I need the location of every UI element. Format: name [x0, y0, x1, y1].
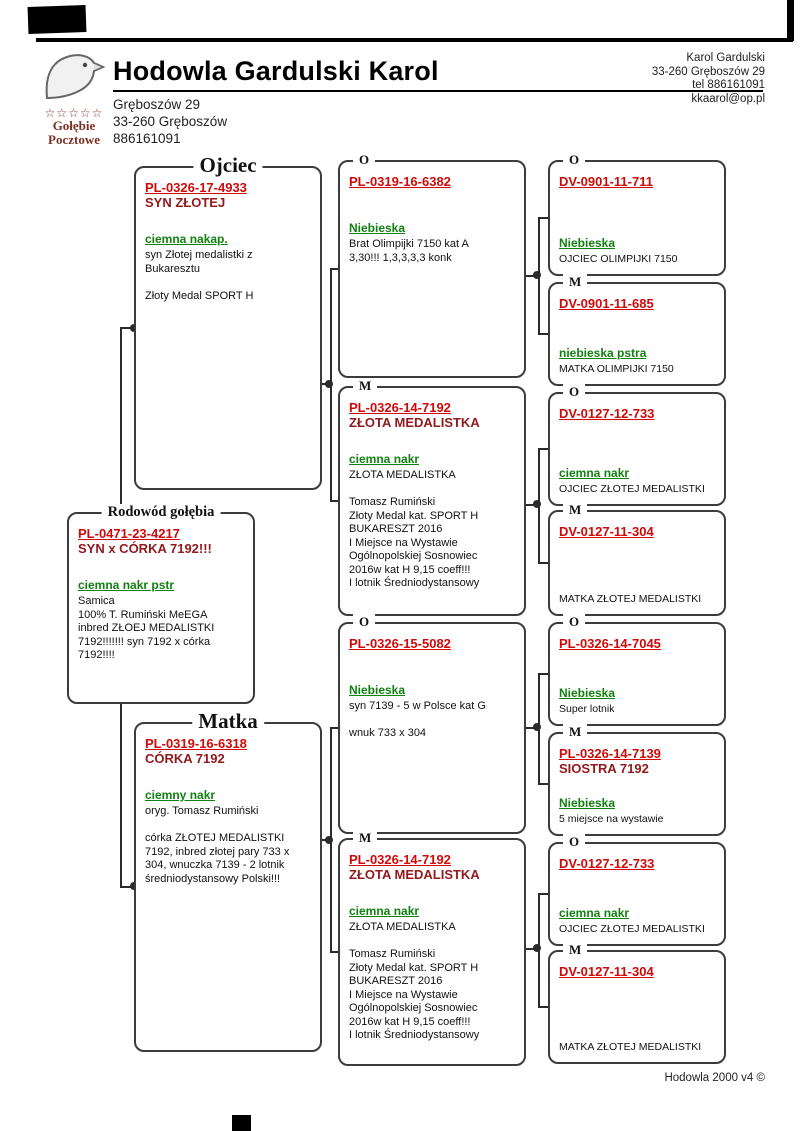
sex-label: M	[353, 830, 377, 846]
description: MATKA OLIMPIJKI 7150	[559, 363, 674, 375]
box-label: Rodowód gołębia	[102, 504, 221, 521]
text-line: 100% T. Rumiński MeEGA	[78, 608, 208, 621]
subject-box	[67, 504, 255, 704]
text-line: 2016w kat H 9,15 coeff!!!	[349, 563, 471, 576]
text-line	[145, 819, 311, 833]
text-line: 886161091	[113, 131, 181, 146]
text-line	[349, 483, 515, 497]
text-line: syn Złotej medalistki z	[145, 249, 253, 261]
pigeon-name: SYN ZŁOTEJ	[145, 195, 226, 210]
ring-number: PL-0326-14-7045	[559, 636, 661, 651]
loft-logo	[34, 50, 114, 147]
ring-number: PL-0326-14-7139	[559, 746, 661, 761]
great-grandparent-box	[548, 502, 726, 616]
text-line: I Miejsce na Wystawie	[349, 536, 458, 549]
description: Super lotnik	[559, 703, 615, 715]
text-line: BUKARESZT 2016	[349, 975, 443, 987]
great-grandparent-box	[548, 724, 726, 836]
ring-number: PL-0326-17-4933	[145, 180, 247, 195]
text-line: 2016w kat H 9,15 coeff!!!	[349, 1015, 471, 1028]
connector-node	[533, 944, 541, 952]
text-line: I Miejsce na Wystawie	[349, 988, 458, 1001]
description-lines	[349, 238, 515, 265]
text-line: BUKARESZT 2016	[349, 523, 443, 535]
text-line: 33-260 Gręboszów	[113, 114, 228, 129]
scan-line-top	[36, 38, 793, 42]
text-line: ZŁOTA MEDALISTKA	[349, 469, 456, 481]
pigeon-name: ZŁOTA MEDALISTKA	[349, 415, 480, 430]
ring-number: DV-0127-12-733	[559, 856, 655, 871]
spacer	[559, 189, 715, 236]
description-lines	[78, 595, 244, 663]
text-line: 7192, inbred złotej pary 733 x	[145, 845, 290, 858]
text-line: I lotnik Średniodystansowy	[349, 577, 480, 589]
sex-label: M	[563, 724, 587, 740]
description-lines	[145, 805, 311, 886]
spacer	[559, 311, 715, 346]
color-description: Niebieska	[559, 236, 616, 250]
ring-number: PL-0319-16-6318	[145, 736, 247, 751]
text-line	[145, 276, 311, 290]
text-line: córka ZŁOTEJ MEDALISTKI	[145, 832, 285, 844]
sex-label: M	[563, 274, 587, 290]
text-line: ZŁOTA MEDALISTKA	[349, 921, 456, 933]
text-line: inbred ZŁOEJ MEDALISTKI	[78, 622, 215, 634]
connector-node	[325, 380, 333, 388]
software-credit: Hodowla 2000 v4 ©	[664, 1072, 765, 1084]
color-description: ciemna nakr	[559, 906, 630, 920]
text-line: tel 886161091	[692, 79, 765, 91]
box-label: Ojciec	[193, 153, 262, 178]
color-description: Niebieska	[349, 221, 406, 235]
text-line: Karol Gardulski	[686, 52, 765, 64]
ring-number: PL-0326-14-7192	[349, 852, 451, 867]
color-description: ciemna nakr	[559, 466, 630, 480]
text-line	[349, 714, 515, 728]
logo-text-line2: Pocztowe	[48, 132, 100, 147]
text-line: kkaarol@op.pl	[691, 92, 765, 105]
pigeon-name: ZŁOTA MEDALISTKA	[349, 867, 480, 882]
text-line: I lotnik Średniodystansowy	[349, 1029, 480, 1041]
great-grandparent-box	[548, 384, 726, 506]
color-description: ciemny nakr	[145, 788, 216, 802]
description: MATKA ZŁOTEJ MEDALISTKI	[559, 593, 702, 605]
ring-number: DV-0901-11-685	[559, 296, 654, 311]
ring-number: PL-0326-15-5082	[349, 636, 451, 651]
spacer	[559, 539, 715, 590]
spacer	[559, 871, 715, 906]
sex-label: M	[563, 502, 587, 518]
text-line: 7192!!!!!!! syn 7192 x córka	[78, 635, 211, 648]
color-description: ciemna nakr pstr	[78, 578, 175, 592]
maternal-grandmother-box	[338, 830, 526, 1066]
owner-contact	[652, 52, 765, 106]
scan-mark-bottom	[232, 1115, 251, 1131]
description: OJCIEC ZŁOTEJ MEDALISTKI	[559, 923, 705, 935]
text-line: 304, wnuczka 7139 - 2 lotnik	[145, 859, 285, 871]
spacer	[559, 979, 715, 1038]
description: MATKA ZŁOTEJ MEDALISTKI	[559, 1041, 702, 1053]
color-description: ciemna nakap.	[145, 232, 228, 246]
page-title: Hodowla Gardulski Karol	[113, 56, 439, 86]
text-line: Tomasz Rumiński	[349, 496, 436, 508]
text-line: Ogólnopolskiej Sosnowiec	[349, 550, 478, 562]
description-lines	[349, 700, 515, 741]
scan-bar-top-right	[787, 0, 794, 41]
text-line: wnuk 733 x 304	[349, 727, 427, 739]
text-line: oryg. Tomasz Rumiński	[145, 805, 259, 817]
pigeon-name: CÓRKA 7192	[145, 751, 225, 766]
text-line: Samica	[78, 595, 115, 607]
description-lines	[145, 249, 311, 303]
scan-mark-top-left	[28, 5, 87, 34]
logo-text-line1: Gołębie	[52, 118, 96, 133]
text-line: Gręboszów 29	[113, 97, 201, 112]
description-lines	[349, 469, 515, 591]
spacer	[559, 421, 715, 466]
text-line: średniodystansowy Polski!!!	[145, 872, 281, 885]
text-line: Złoty Medal kat. SPORT H	[349, 961, 479, 974]
great-grandparent-box	[548, 614, 726, 726]
ring-number: DV-0127-11-304	[559, 964, 654, 979]
description-lines	[349, 921, 515, 1043]
paternal-grandfather-box	[338, 152, 526, 378]
ring-number: DV-0127-11-304	[559, 524, 654, 539]
connector-node	[533, 500, 541, 508]
color-description: Niebieska	[559, 796, 616, 810]
mother-box	[134, 709, 322, 1052]
great-grandparent-box	[548, 152, 726, 276]
text-line: Tomasz Rumiński	[349, 948, 436, 960]
ring-number: PL-0326-14-7192	[349, 400, 451, 415]
sex-label: O	[563, 614, 585, 630]
sex-label: M	[353, 378, 377, 394]
color-description: Niebieska	[559, 686, 616, 700]
spacer	[559, 651, 715, 686]
text-line: 33-260 Gręboszów 29	[651, 65, 765, 78]
text-line: Złoty Medal SPORT H	[145, 289, 254, 302]
loft-address	[113, 96, 227, 147]
sex-label: O	[563, 834, 585, 850]
color-description: niebieska pstra	[559, 346, 647, 360]
text-line	[349, 935, 515, 949]
description: OJCIEC ZŁOTEJ MEDALISTKI	[559, 483, 705, 495]
sex-label: O	[563, 384, 585, 400]
pigeon-name: SYN x CÓRKA 7192!!!	[78, 541, 212, 556]
ring-number: PL-0319-16-6382	[349, 174, 451, 189]
text-line: Złoty Medal kat. SPORT H	[349, 509, 479, 522]
description: 5 miejsce na wystawie	[559, 813, 664, 825]
great-grandparent-box	[548, 274, 726, 386]
great-grandparent-box	[548, 834, 726, 946]
connector-node	[533, 723, 541, 731]
text-line: Brat Olimpijki 7150 kat A	[349, 238, 469, 250]
great-grandparent-box	[548, 942, 726, 1064]
paternal-grandmother-box	[338, 378, 526, 616]
text-line: 3,30!!! 1,3,3,3,3 konk	[349, 251, 452, 264]
text-line: Ogólnopolskiej Sosnowiec	[349, 1002, 478, 1014]
sex-label: O	[563, 152, 585, 168]
ring-number: PL-0471-23-4217	[78, 526, 180, 541]
text-line: syn 7139 - 5 w Polsce kat G	[349, 700, 486, 712]
sex-label: M	[563, 942, 587, 958]
sex-label: O	[353, 152, 375, 168]
father-box	[134, 153, 322, 490]
color-description: Niebieska	[349, 683, 406, 697]
connector-node	[533, 271, 541, 279]
spacer	[559, 776, 715, 796]
ring-number: DV-0901-11-711	[559, 174, 653, 189]
sex-label: O	[353, 614, 375, 630]
text-line: 7192!!!!	[78, 649, 115, 661]
box-label: Matka	[192, 709, 264, 734]
logo-stars: ☆☆☆☆☆	[44, 106, 104, 120]
pigeon-icon	[41, 50, 107, 100]
pigeon-name: SIOSTRA 7192	[559, 761, 649, 776]
ring-number: DV-0127-12-733	[559, 406, 655, 421]
description: OJCIEC OLIMPIJKI 7150	[559, 253, 678, 265]
color-description: ciemna nakr	[349, 452, 420, 466]
connector-node	[325, 836, 333, 844]
color-description: ciemna nakr	[349, 904, 420, 918]
text-line: Bukaresztu	[145, 262, 201, 275]
maternal-grandfather-box	[338, 614, 526, 834]
